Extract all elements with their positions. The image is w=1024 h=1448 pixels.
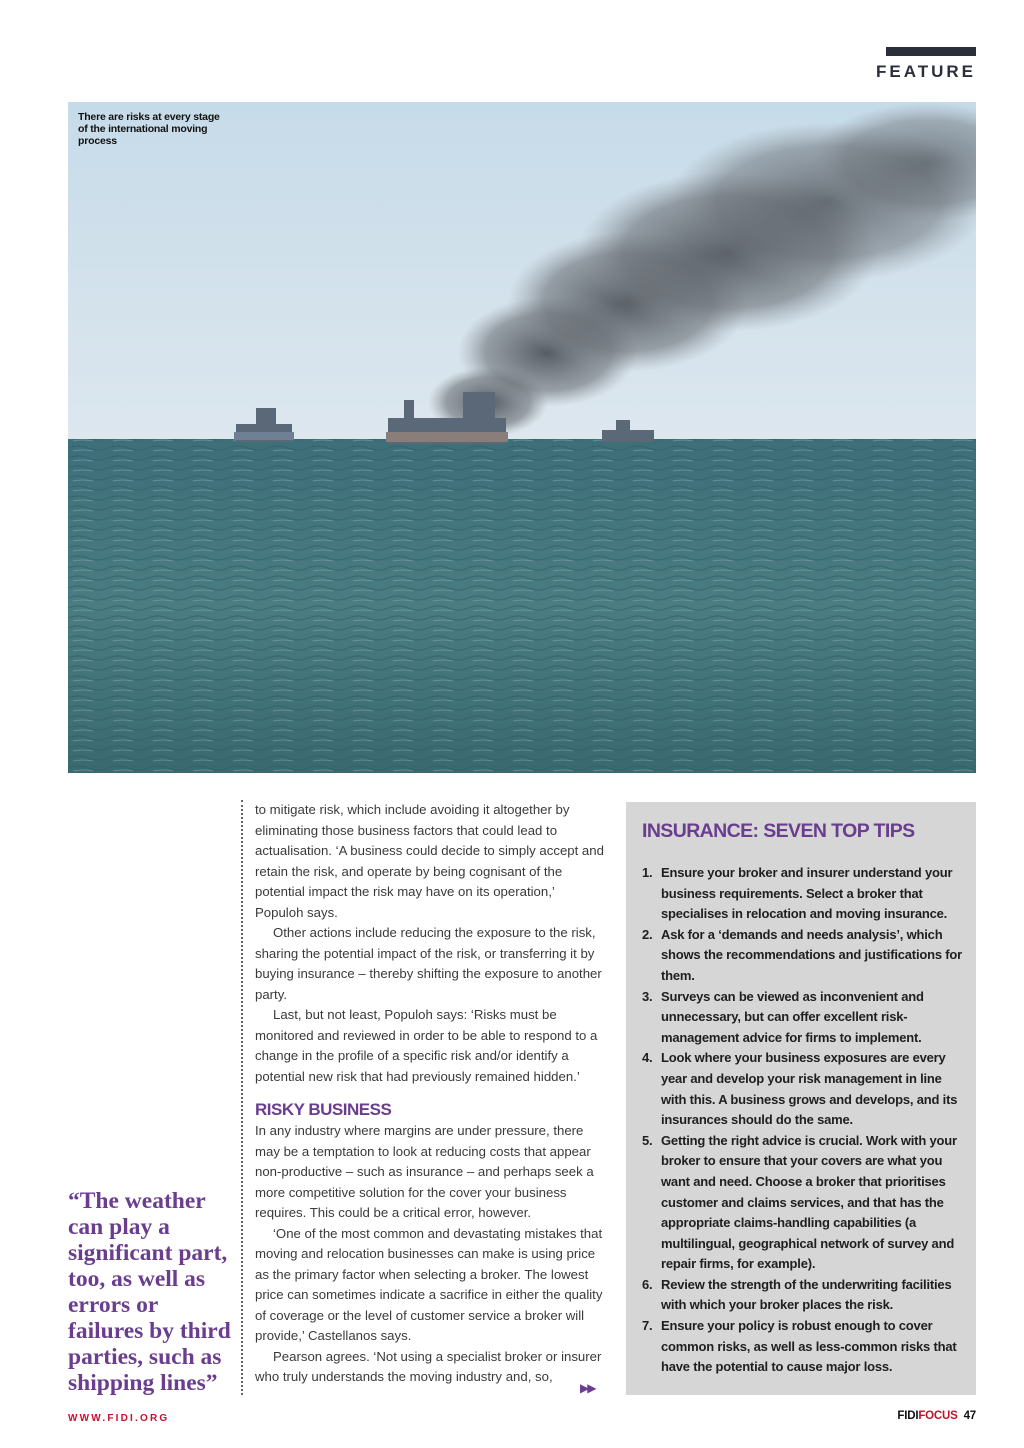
tip-item bbox=[642, 863, 962, 925]
tip-item bbox=[642, 1316, 962, 1378]
tips-sidebar bbox=[626, 802, 976, 1395]
tip-item bbox=[642, 1131, 962, 1275]
section-label: FEATURE bbox=[875, 62, 976, 81]
hero-photo bbox=[68, 102, 976, 773]
continue-arrow-icon: ▶▶ bbox=[580, 1381, 595, 1395]
brand-fidi: FIDI bbox=[897, 1410, 919, 1422]
footer-website-link[interactable]: WWW.FIDI.ORG bbox=[68, 1413, 170, 1424]
body-paragraph: ‘One of the most common and devastating mistakes that moving and relocation businesses can make is using price as the primary factor when selecting a broker. The lowest price can sometimes indicate a sacrifice in either the quality of coverage or the level of customer service a broker will provide,’ Castellanos says. bbox=[255, 1225, 603, 1343]
body-paragraph: to mitigate risk, which include avoiding it altogether by eliminating those business factors that could lead to actualisation. ‘A business could decide to simply accept and retain the risk, and operate by being cognisant of the potential impact the risk may have on its operation,’ Populoh says. bbox=[255, 802, 604, 920]
photo-caption: There are risks at every stage of the international moving process bbox=[78, 111, 220, 147]
page-number: 47 bbox=[963, 1410, 976, 1422]
tip-item bbox=[642, 1275, 962, 1316]
tip-text: Look where your business exposures are every year and develop your risk management in line with this. A business grows and develops, and its insurances should do the same. bbox=[661, 1050, 958, 1128]
tip-number: 2. bbox=[642, 926, 653, 942]
article-body bbox=[255, 800, 605, 1388]
burning-ship-at-sea-image bbox=[68, 102, 976, 773]
body-paragraph: Last, but not least, Populoh says: ‘Risks must be monitored and reviewed in order to be able to respond to a change in the profile of a specific risk and/or identify a potential new risk that had previously remained hidden.’ bbox=[255, 1007, 598, 1084]
tip-text: Review the strength of the underwriting facilities with which your broker places the risk. bbox=[661, 1276, 952, 1313]
body-paragraph: Other actions include reducing the exposure to the risk, sharing the potential impact of the risk, or transferring it by buying insurance – thereby shifting the exposure to another party. bbox=[255, 925, 602, 1002]
pull-quote: “The weather can play a significant part, too, as well as errors or failures by third parties, such as shipping lines” bbox=[68, 1188, 231, 1396]
footer-brand bbox=[897, 1410, 976, 1422]
subheading: RISKY BUSINESS bbox=[255, 1100, 392, 1119]
tip-number: 3. bbox=[642, 988, 653, 1004]
column-divider bbox=[241, 800, 243, 1395]
section-bar bbox=[886, 47, 976, 56]
tips-list bbox=[642, 863, 962, 1378]
brand-focus: FOCUS bbox=[918, 1410, 958, 1422]
tip-number: 6. bbox=[642, 1276, 653, 1292]
body-paragraph: In any industry where margins are under pressure, there may be a temptation to look at reducing costs that appear non-productive – such as insurance – and perhaps seek a more competitive solution for the cover your business requires. This could be a critical error, however. bbox=[255, 1123, 594, 1220]
tip-text: Getting the right advice is crucial. Work with your broker to ensure that your covers are what you want and need. Choose a broker that prioritises customer and claims services, and that has the appropriate claims-handling capabilities (a multilingual, geographical network of survey and repair firms, for example). bbox=[661, 1132, 957, 1272]
tip-text: Ensure your broker and insurer understand your business requirements. Select a broker that specialises in relocation and moving insurance. bbox=[661, 865, 953, 922]
tip-number: 7. bbox=[642, 1318, 653, 1334]
tip-item bbox=[642, 1048, 962, 1130]
tip-number: 1. bbox=[642, 865, 653, 880]
tip-item bbox=[642, 925, 962, 987]
tip-number: 4. bbox=[642, 1050, 653, 1066]
body-paragraph: Pearson agrees. ‘Not using a specialist broker or insurer who truly understands the moving industry and, so, bbox=[255, 1348, 602, 1384]
tip-text: Ask for a ‘demands and needs analysis’, which shows the recommendations and justifications for them. bbox=[661, 926, 963, 983]
tip-text: Ensure your policy is robust enough to cover common risks, as well as less-common risks that have the potential to cause major loss. bbox=[661, 1318, 957, 1375]
tip-item bbox=[642, 987, 962, 1049]
tip-number: 5. bbox=[642, 1132, 653, 1148]
tip-text: Surveys can be viewed as inconvenient and unnecessary, but can offer excellent risk-management advice for firms to implement. bbox=[661, 988, 924, 1045]
tips-title: INSURANCE: SEVEN TOP TIPS bbox=[642, 820, 915, 842]
